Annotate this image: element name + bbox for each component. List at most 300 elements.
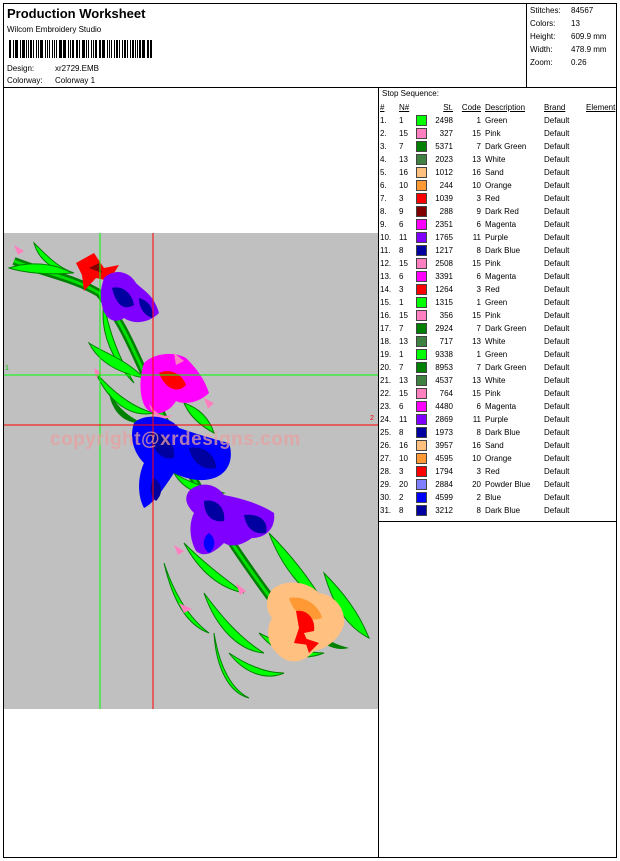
element-name	[586, 426, 615, 439]
color-swatch-box	[416, 128, 427, 139]
stop-index: 4.	[380, 155, 387, 164]
barcode-bar	[63, 40, 64, 58]
color-code: 16	[472, 168, 481, 177]
element-name	[586, 153, 615, 166]
barcode-bar	[77, 40, 78, 58]
stat-stitches: Stitches: 84567	[530, 6, 594, 15]
thread-brand: Default	[544, 493, 570, 502]
color-code: 8	[476, 428, 481, 437]
color-swatch-box	[416, 440, 427, 451]
color-code: 13	[472, 155, 481, 164]
stop-row	[379, 491, 615, 504]
barcode-bar	[49, 40, 50, 58]
thread-brand: Default	[544, 441, 570, 450]
color-description: Magenta	[485, 220, 517, 229]
stop-index: 14.	[380, 285, 392, 294]
barcode-bar	[54, 40, 55, 58]
stop-row	[379, 400, 615, 413]
thread-brand: Default	[544, 506, 570, 515]
color-code: 1	[476, 298, 481, 307]
color-description: Sand	[485, 168, 504, 177]
color-description: Pink	[485, 129, 501, 138]
color-code: 8	[476, 246, 481, 255]
stitch-count: 3957	[435, 441, 453, 450]
element-name	[586, 179, 615, 192]
barcode-bar	[119, 40, 120, 58]
element-name	[586, 114, 615, 127]
stitch-count: 4595	[435, 454, 453, 463]
color-swatch	[416, 465, 428, 478]
color-swatch-box	[416, 180, 427, 191]
color-description: Dark Red	[485, 207, 519, 216]
stitch-count: 8953	[435, 363, 453, 372]
color-description: Green	[485, 350, 508, 359]
color-swatch	[416, 491, 428, 504]
crosshair-label-1: 1	[5, 365, 9, 372]
color-code: 3	[476, 285, 481, 294]
element-name	[586, 322, 615, 335]
color-swatch-box	[416, 492, 427, 503]
barcode-bar	[76, 40, 77, 58]
element-name	[586, 374, 615, 387]
barcode-bar	[99, 40, 100, 58]
color-swatch-box	[416, 115, 427, 126]
thread-brand: Default	[544, 142, 570, 151]
stop-index: 15.	[380, 298, 392, 307]
color-description: Dark Blue	[485, 506, 521, 515]
stitch-count: 4480	[435, 402, 453, 411]
needle-number: 3	[399, 285, 404, 294]
color-code: 10	[472, 181, 481, 190]
color-description: White	[485, 337, 506, 346]
color-swatch	[416, 348, 428, 361]
stop-row	[379, 322, 615, 335]
color-swatch	[416, 231, 428, 244]
color-description: Blue	[485, 493, 502, 502]
barcode-bar	[111, 40, 113, 58]
color-swatch	[416, 205, 428, 218]
color-swatch-box	[416, 453, 427, 464]
color-swatch	[416, 127, 428, 140]
color-code: 11	[472, 233, 481, 242]
stitch-count: 2498	[435, 116, 453, 125]
stop-row	[379, 387, 615, 400]
color-swatch-box	[416, 206, 427, 217]
stitch-count: 5371	[435, 142, 453, 151]
needle-number: 20	[399, 480, 408, 489]
thread-brand: Default	[544, 350, 570, 359]
color-swatch	[416, 452, 428, 465]
stop-index: 12.	[380, 259, 392, 268]
color-description: Magenta	[485, 272, 517, 281]
barcode-bar	[135, 40, 136, 58]
needle-number: 9	[399, 207, 404, 216]
stop-sequence-title: Stop Sequence:	[382, 89, 439, 98]
color-description: Purple	[485, 415, 509, 424]
stop-index: 1.	[380, 116, 387, 125]
thread-brand: Default	[544, 363, 570, 372]
needle-number: 1	[399, 298, 404, 307]
purple-iris-middle	[186, 485, 274, 555]
color-description: Sand	[485, 441, 504, 450]
stop-row	[379, 140, 615, 153]
stitch-count: 3212	[435, 506, 453, 515]
stop-sequence-header	[379, 101, 615, 114]
barcode-bar	[40, 40, 43, 58]
stop-row	[379, 361, 615, 374]
stop-index: 2.	[380, 129, 387, 138]
stop-index: 27.	[380, 454, 392, 463]
element-name	[586, 452, 615, 465]
needle-number: 15	[399, 311, 408, 320]
color-description: Pink	[485, 259, 501, 268]
color-swatch	[416, 400, 428, 413]
thread-brand: Default	[544, 168, 570, 177]
color-swatch	[416, 283, 428, 296]
color-swatch-box	[416, 427, 427, 438]
color-description: Pink	[485, 389, 501, 398]
thread-brand: Default	[544, 220, 570, 229]
stop-index: 25.	[380, 428, 392, 437]
color-swatch	[416, 192, 428, 205]
embroidery-design-image	[4, 233, 378, 709]
stop-index: 3.	[380, 142, 387, 151]
color-swatch	[416, 244, 428, 257]
design-label: Design:	[7, 64, 35, 73]
stitch-count: 3391	[435, 272, 453, 281]
purple-iris-top	[101, 272, 159, 322]
stop-index: 13.	[380, 272, 392, 281]
element-name	[586, 166, 615, 179]
stop-index: 10.	[380, 233, 392, 242]
stop-row	[379, 439, 615, 452]
thread-brand: Default	[544, 272, 570, 281]
barcode-bar	[130, 40, 131, 58]
element-name	[586, 218, 615, 231]
element-name	[586, 387, 615, 400]
needle-number: 15	[399, 389, 408, 398]
stop-row	[379, 426, 615, 439]
design-row	[7, 64, 99, 73]
color-description: Pink	[485, 311, 501, 320]
barcode-bar	[116, 40, 118, 58]
stat-width: Width: 478.9 mm	[530, 45, 607, 54]
design-preview	[4, 233, 378, 709]
color-description: Red	[485, 194, 500, 203]
thread-brand: Default	[544, 285, 570, 294]
stop-index: 8.	[380, 207, 387, 216]
design-stats	[526, 4, 616, 88]
stat-zoom: Zoom: 0.26	[530, 58, 587, 67]
color-description: Red	[485, 467, 500, 476]
stop-sequence-pane	[379, 88, 616, 522]
stop-index: 28.	[380, 467, 392, 476]
thread-brand: Default	[544, 402, 570, 411]
color-swatch	[416, 179, 428, 192]
element-name	[586, 127, 615, 140]
stitch-count: 4599	[435, 493, 453, 502]
color-swatch-box	[416, 362, 427, 373]
color-swatch-box	[416, 141, 427, 152]
color-swatch	[416, 140, 428, 153]
barcode-bar	[132, 40, 134, 58]
color-code: 6	[476, 220, 481, 229]
barcode-bar	[36, 40, 37, 58]
barcode-bar	[9, 40, 11, 58]
stop-row	[379, 413, 615, 426]
needle-number: 15	[399, 129, 408, 138]
element-name	[586, 439, 615, 452]
stitch-count: 2508	[435, 259, 453, 268]
needle-number: 15	[399, 259, 408, 268]
color-swatch	[416, 218, 428, 231]
barcode-bar	[45, 40, 46, 58]
barcode-bar	[30, 40, 32, 58]
design-barcode	[9, 40, 154, 58]
color-description: Dark Green	[485, 363, 527, 372]
stop-index: 24.	[380, 415, 392, 424]
color-swatch	[416, 413, 428, 426]
element-name	[586, 192, 615, 205]
thread-brand: Default	[544, 259, 570, 268]
stop-index: 17.	[380, 324, 392, 333]
stop-index: 31.	[380, 506, 392, 515]
barcode-bar	[64, 40, 66, 58]
color-swatch	[416, 257, 428, 270]
needle-number: 10	[399, 181, 408, 190]
stitch-count: 764	[439, 389, 453, 398]
barcode-bar	[122, 40, 123, 58]
element-name	[586, 413, 615, 426]
stop-index: 19.	[380, 350, 392, 359]
color-description: Green	[485, 298, 508, 307]
color-swatch	[416, 478, 428, 491]
color-code: 9	[476, 207, 481, 216]
needle-number: 1	[399, 350, 404, 359]
stop-row	[379, 218, 615, 231]
color-swatch-box	[416, 466, 427, 477]
color-code: 15	[472, 311, 481, 320]
stitch-count: 2884	[435, 480, 453, 489]
barcode-bar	[56, 40, 57, 58]
thread-brand: Default	[544, 324, 570, 333]
color-description: Green	[485, 116, 508, 125]
element-name	[586, 140, 615, 153]
element-name	[586, 231, 615, 244]
col-header-brand: Brand	[544, 103, 566, 112]
needle-number: 8	[399, 246, 404, 255]
thread-brand: Default	[544, 233, 570, 242]
stop-index: 23.	[380, 402, 392, 411]
color-description: Dark Blue	[485, 246, 521, 255]
col-header-description: Description	[485, 103, 526, 112]
element-name	[586, 283, 615, 296]
color-code: 1	[476, 350, 481, 359]
color-swatch-box	[416, 479, 427, 490]
color-swatch-box	[416, 245, 427, 256]
color-description: Purple	[485, 233, 509, 242]
thread-brand: Default	[544, 298, 570, 307]
needle-number: 8	[399, 428, 404, 437]
barcode-bar	[139, 40, 141, 58]
color-swatch	[416, 439, 428, 452]
barcode-bar	[22, 40, 25, 58]
stop-row	[379, 296, 615, 309]
color-description: Powder Blue	[485, 480, 531, 489]
stitch-count: 1039	[435, 194, 453, 203]
stop-index: 5.	[380, 168, 387, 177]
barcode-bar	[38, 40, 40, 58]
color-code: 15	[472, 259, 481, 268]
color-description: Dark Green	[485, 142, 527, 151]
color-code: 1	[476, 116, 481, 125]
stop-row	[379, 257, 615, 270]
stop-row	[379, 374, 615, 387]
color-swatch-box	[416, 388, 427, 399]
stop-row	[379, 244, 615, 257]
barcode-bar	[148, 40, 149, 58]
col-header-index: #	[380, 103, 385, 112]
stitch-count: 1794	[435, 467, 453, 476]
col-header-needle: N#	[399, 103, 410, 112]
barcode-bar	[68, 40, 69, 58]
element-name	[586, 257, 615, 270]
stop-index: 16.	[380, 311, 392, 320]
color-swatch	[416, 270, 428, 283]
color-swatch	[416, 296, 428, 309]
thread-brand: Default	[544, 116, 570, 125]
needle-number: 16	[399, 168, 408, 177]
color-swatch	[416, 322, 428, 335]
needle-number: 13	[399, 155, 408, 164]
stop-index: 20.	[380, 363, 392, 372]
barcode-bar	[33, 40, 34, 58]
thread-brand: Default	[544, 155, 570, 164]
barcode-bar	[95, 40, 97, 58]
stitch-count: 1264	[435, 285, 453, 294]
barcode-bar	[88, 40, 90, 58]
barcode-bar	[26, 40, 27, 58]
needle-number: 6	[399, 272, 404, 281]
barcode-bar	[114, 40, 115, 58]
colorway-label: Colorway:	[7, 76, 43, 85]
needle-number: 16	[399, 441, 408, 450]
barcode-bar	[109, 40, 110, 58]
col-header-stitches: St.	[443, 103, 453, 112]
stop-row	[379, 504, 615, 517]
stitch-count: 2351	[435, 220, 453, 229]
stitch-count: 327	[439, 129, 453, 138]
barcode-bar	[79, 40, 80, 58]
color-swatch-box	[416, 414, 427, 425]
element-name	[586, 478, 615, 491]
element-name	[586, 335, 615, 348]
color-swatch	[416, 361, 428, 374]
stop-index: 30.	[380, 493, 392, 502]
barcode-bar	[16, 40, 18, 58]
color-description: White	[485, 376, 506, 385]
color-swatch-box	[416, 284, 427, 295]
stop-row	[379, 270, 615, 283]
stop-row	[379, 192, 615, 205]
thread-brand: Default	[544, 129, 570, 138]
needle-number: 6	[399, 220, 404, 229]
software-name: Wilcom Embroidery Studio	[7, 25, 102, 34]
color-swatch-box	[416, 258, 427, 269]
barcode-bar	[72, 40, 74, 58]
thread-brand: Default	[544, 428, 570, 437]
thread-brand: Default	[544, 337, 570, 346]
thread-brand: Default	[544, 415, 570, 424]
col-header-element: Element	[586, 103, 616, 112]
stop-index: 7.	[380, 194, 387, 203]
color-swatch-box	[416, 154, 427, 165]
colorway-value: Colorway 1	[55, 76, 96, 85]
barcode-bar	[142, 40, 145, 58]
thread-brand: Default	[544, 194, 570, 203]
barcode-bar	[107, 40, 108, 58]
thread-brand: Default	[544, 467, 570, 476]
thread-brand: Default	[544, 246, 570, 255]
stop-row	[379, 205, 615, 218]
stop-index: 21.	[380, 376, 392, 385]
color-description: Magenta	[485, 402, 517, 411]
color-code: 6	[476, 272, 481, 281]
element-name	[586, 504, 615, 517]
stop-row	[379, 127, 615, 140]
barcode-bar	[70, 40, 71, 58]
barcode-bar	[124, 40, 127, 58]
element-name	[586, 361, 615, 374]
stitch-count: 1315	[435, 298, 453, 307]
col-header-code: Code	[461, 103, 481, 112]
stitch-count: 1973	[435, 428, 453, 437]
color-code: 13	[472, 376, 481, 385]
stop-index: 18.	[380, 337, 392, 346]
thread-brand: Default	[544, 376, 570, 385]
color-description: Red	[485, 285, 500, 294]
col-header-swatch	[416, 101, 428, 114]
color-swatch	[416, 309, 428, 322]
color-swatch	[416, 166, 428, 179]
stop-row	[379, 179, 615, 192]
stitch-count: 244	[439, 181, 453, 190]
stat-colors: Colors: 13	[530, 19, 580, 28]
stop-index: 22.	[380, 389, 392, 398]
stop-row	[379, 283, 615, 296]
color-code: 7	[476, 324, 481, 333]
needle-number: 11	[399, 415, 408, 424]
color-swatch-box	[416, 167, 427, 178]
needle-number: 7	[399, 363, 404, 372]
thread-brand: Default	[544, 311, 570, 320]
color-code: 15	[472, 129, 481, 138]
element-name	[586, 348, 615, 361]
color-swatch-box	[416, 310, 427, 321]
color-swatch	[416, 374, 428, 387]
stitch-count: 9338	[435, 350, 453, 359]
barcode-bar	[82, 40, 85, 58]
barcode-bar	[47, 40, 48, 58]
barcode-bar	[13, 40, 14, 58]
color-code: 3	[476, 467, 481, 476]
element-name	[586, 400, 615, 413]
barcode-bar	[137, 40, 138, 58]
needle-number: 2	[399, 493, 404, 502]
stop-index: 6.	[380, 181, 387, 190]
worksheet-header	[4, 4, 526, 88]
needle-number: 8	[399, 506, 404, 515]
